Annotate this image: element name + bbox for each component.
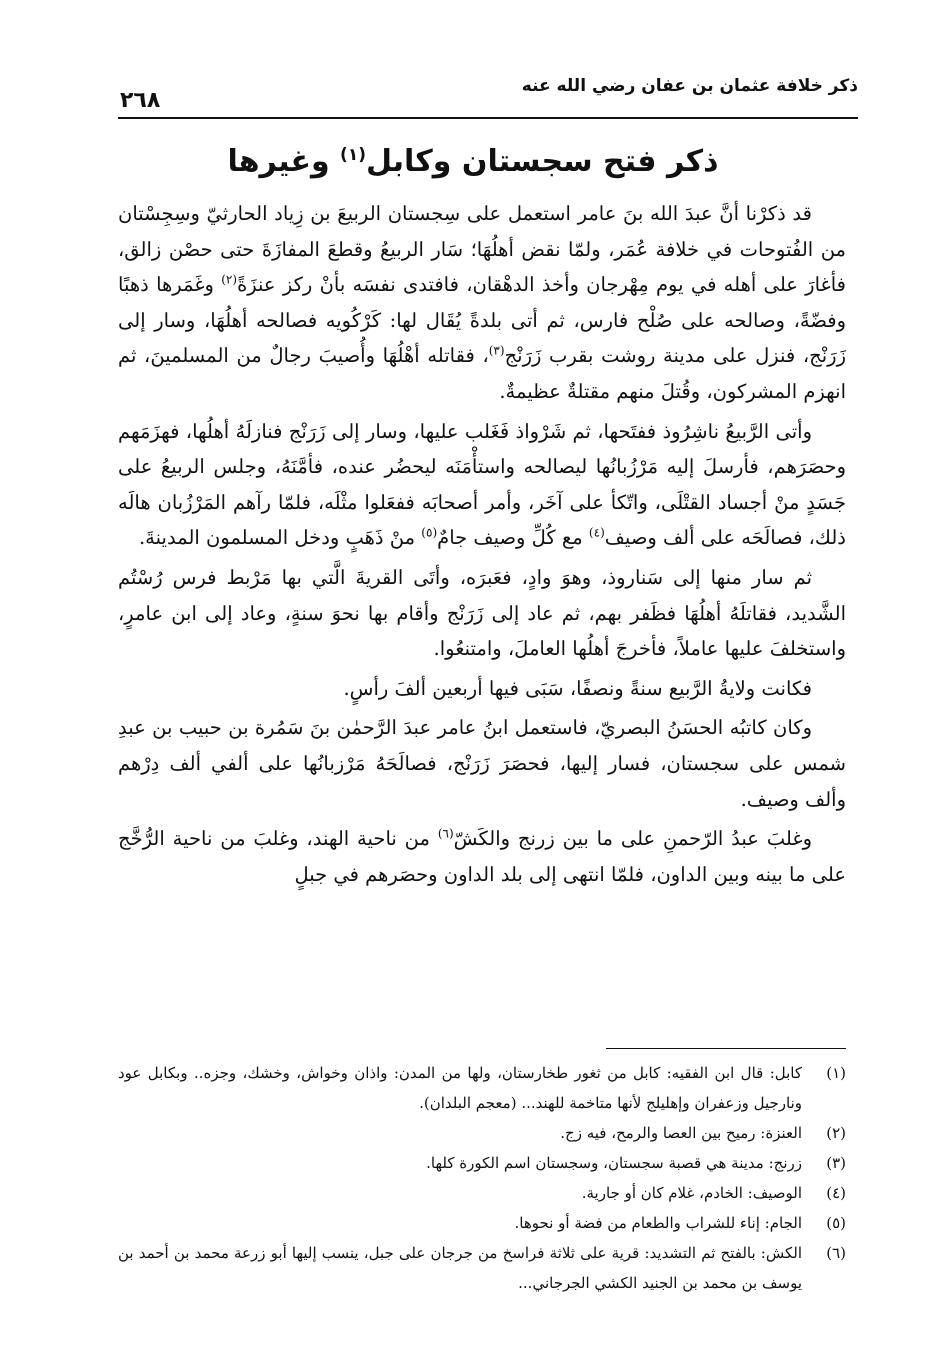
- paragraph-text: مع كُلِّ وصيف جامٌ: [437, 526, 589, 550]
- footnote-reference: (٢): [221, 272, 238, 287]
- footnote: [118, 1238, 846, 1298]
- paragraph-text: وكان كاتبُه الحسَنُ البصريّ، فاستعمل ابنُ عامر عبدَ الرَّحمٰن بنَ سَمُرة بن حبيب بن عبدِ شمس على سجستان، فسار إليها، فحصَرَ زَرَنْج، فصالَحَهُ مَرْزبانُها على ألفي ألف دِرْهم وألف وصيف.: [118, 716, 846, 811]
- paragraph-text: وأتى الرَّبيعُ ناشِرُوذ ففتَحها، ثم شَرْواذ فَغَلب عليها، وسار إلى زَرَنْج فنازلَهُ أهلُها، فهزَمَهم وحصَرَهم، فأرسلَ إليه مَرْزُبانُها ليصالحه واستأْمَنَه ليحضُر عنده، فأمَّنَهُ، وجلس الربيعُ على جَسَدٍ منْ أجساد القتْلَى، واتّكأ على آخَر، وأمر أصحابَه ففعَلوا مثْلَه، فلمّا رآهم المَرْزُبان هالَه ذلك، فصالَحَه على ألف وصيف: [118, 419, 846, 550]
- footnote: [118, 1118, 846, 1148]
- section-title-text-end: وغيرها: [227, 144, 341, 179]
- section-title-text: ذكر فتح سجستان وكابل: [366, 144, 719, 179]
- footnote: [118, 1208, 846, 1238]
- footnote-number: (٦): [826, 1244, 846, 1262]
- footnote-reference: (١): [340, 145, 366, 165]
- paragraph: [118, 414, 846, 556]
- footnote-text: الوصيف: الخادم، غلام كان أو جارية.: [581, 1184, 802, 1202]
- footnote-text: الكش: بالفتح ثم التشديد: قرية على ثلاثة فراسخ من جرجان على جبل، ينسب إليها أبو زرعة محمد بن أحمد بن يوسف بن محمد بن الجنيد الكشي الجرجاني...: [118, 1244, 802, 1292]
- footnote-text: زرنج: مدينة هي قصبة سجستان، وسجستان اسم الكورة كلها.: [426, 1154, 802, 1172]
- paragraph: [118, 821, 846, 892]
- section-title: [110, 130, 836, 187]
- running-title: ذكر خلافة عثمان بن عفان رضي الله عنه: [521, 76, 858, 96]
- page-header: [120, 70, 858, 118]
- footnotes: [118, 1058, 846, 1298]
- paragraph-text: منْ ذَهَبٍ ودخل المسلمون المدينةَ.: [138, 526, 422, 550]
- footnote-number: (١): [826, 1064, 846, 1082]
- footnote-text: العنزة: رميح بين العصا والرمح، فيه زج.: [560, 1124, 802, 1142]
- footnotes-rule: [606, 1048, 846, 1049]
- footnote-number: (٢): [826, 1124, 846, 1142]
- paragraph-text: وغلبَ عبدُ الرّحمنِ على ما بين زرنج والكَشّ: [453, 827, 813, 851]
- paragraph-text: وغَمَرها ذهبًا وفضّةً، وصالحه على صُلْح فارس، ثم أتى بلدةً يُقَال لها: كَرْكُويه فصالحه أهلُهَا، وسار إلى زَرَنْج، فنزل على مدينة روشت بقرب زَرَنْج: [118, 273, 846, 368]
- footnote-reference: (٤): [588, 525, 605, 540]
- footnote-text: الجام: إناء للشراب والطعام من فضة أو نحوها.: [514, 1214, 802, 1232]
- page-number: ٢٦٨: [120, 88, 161, 113]
- paragraph-text: ثم سار منها إلى سَناروذ، وهوَ وادٍ، فعَبرَه، وأتَى القريةَ الَّتي بها مَرْبط فرس رُسْتُم الشَّديد، فقاتلَهُ أهلُهَا فظَفر بهم، ثم عاد إلى زَرَنْج وأقام بها نحوَ سنةٍ، وعاد إلى ابن عامرٍ، واستخلفَ عليها عاملاً، فأخرجَ أهلُها العاملَ، وامتنعُوا.: [118, 565, 846, 661]
- footnote-text: كابل: قال ابن الفقيه: كابل من ثغور طخارستان، ولها من المدن: واذان وخواش، وخشك، وجزه.. وبكابل عود ونارجيل وزعفران وإهليلج لأنها متاخمة للهند... (معجم البلدان).: [118, 1064, 802, 1112]
- footnote-reference: (٦): [437, 826, 454, 841]
- footnote-number: (٣): [826, 1154, 846, 1172]
- paragraph: [118, 560, 846, 667]
- paragraph: [118, 671, 846, 707]
- paragraph-text: فكانت ولايةُ الرَّبيع سنةً ونصفًا، سَبَى فيها أربعين ألفَ رأسٍ.: [343, 676, 812, 700]
- paragraph-text: ، فقاتله أهْلُهَا وأُصيبَ رجالٌ من المسلمينَ، ثم انهزم المشركون، وقُتلَ منهم مقتلةٌ عظيمةٌ.: [118, 344, 846, 403]
- body-text: [118, 196, 846, 896]
- footnote: [118, 1178, 846, 1208]
- paragraph: [118, 196, 846, 410]
- footnote-number: (٤): [826, 1184, 846, 1202]
- footnote-reference: (٥): [421, 525, 438, 540]
- footnote: [118, 1148, 846, 1178]
- footnote-reference: (٣): [488, 343, 505, 358]
- footnote-number: (٥): [826, 1214, 846, 1232]
- paragraph: [118, 710, 846, 817]
- footnote: [118, 1058, 846, 1118]
- header-rule: [118, 117, 858, 119]
- paragraph-text: قد ذكرْنا أنَّ عبدَ الله بنَ عامر استعمل على سِجستان الربيعَ بن زِياد الحارثيّ وسِجِسْتان من الفُتوحات في خلافة عُمَر، ولمّا نقض أهلُهَا؛ سَار الربيعُ وقطعَ المفازَةَ حتى حصْن زالق، فأغارَ على أهله في يوم مِهْرجان وأخذ الدهْقان، فافتدى نفسَه بأنْ ركز عنزَةً: [118, 202, 847, 297]
- paragraph-text: من ناحية الهند، وغلبَ من ناحية الرُّخَّج على ما بينه وبين الداون، فلمّا انتهى إلى بلد الداون وحصَرهم في جبلٍ: [118, 827, 846, 886]
